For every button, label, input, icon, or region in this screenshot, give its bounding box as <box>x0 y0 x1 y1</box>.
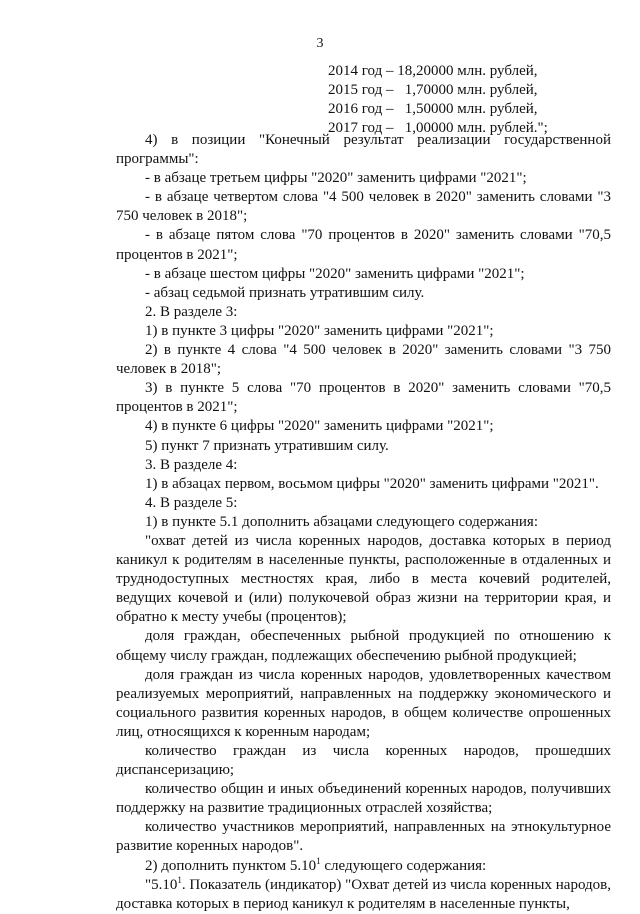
superscript-marker: 1 <box>316 855 321 866</box>
paragraph: - абзац седьмой признать утратившим силу. <box>145 284 425 301</box>
budget-line-2017: 2017 год – 1,00000 млн. рублей."; <box>328 120 548 136</box>
budget-line-2016: 2016 год – 1,50000 млн. рублей, <box>328 101 538 117</box>
page-number: 3 <box>316 36 324 51</box>
paragraph: количество участников мероприятий, направленных на этнокультурное развитие коренных народов". <box>116 819 611 855</box>
paragraph: доля граждан из числа коренных народов, удовлетворенных качеством реализуемых мероприятий, направленных на поддержку экономического и социального развития коренных народов, в общем количестве опрошенных лиц, относящихся к коренным народам; <box>116 666 611 740</box>
paragraph: 4) в позиции "Конечный результат реализации государственной программы": <box>116 132 611 168</box>
budget-amounts <box>328 62 548 138</box>
paragraph: 1) в пункте 5.1 дополнить абзацами следующего содержания: <box>145 513 538 530</box>
item-5-10-text-after: . Показатель (индикатор) "Охват детей из числа коренных народов, доставка которых в период каникул к родителям в населенные пункты, <box>116 876 611 912</box>
paragraph: - в абзаце пятом слова "70 процентов в 2020" заменить словами "70,5 процентов в 2021"; <box>116 227 611 263</box>
paragraph: доля граждан, обеспеченных рыбной продукцией по отношению к общему числу граждан, подлежащих обеспечению рыбной продукцией; <box>116 628 611 664</box>
paragraph: количество граждан из числа коренных народов, прошедших диспансеризацию; <box>116 743 611 779</box>
paragraph-item-5-10-text <box>116 876 611 914</box>
item-5-10-intro-after: следующего содержания: <box>320 857 487 874</box>
document-body <box>116 131 611 914</box>
paragraph-item-5-10-intro <box>116 857 611 876</box>
superscript-marker: 1 <box>177 874 182 885</box>
paragraph: 1) в абзацах первом, восьмом цифры "2020" заменить цифрами "2021". <box>145 475 599 492</box>
section-heading: 4. В разделе 5: <box>145 494 238 511</box>
paragraph: 1) в пункте 3 цифры "2020" заменить цифрами "2021"; <box>145 322 494 339</box>
paragraph: 4) в пункте 6 цифры "2020" заменить цифрами "2021"; <box>145 418 494 435</box>
paragraph: 2) в пункте 4 слова "4 500 человек в 2020" заменить словами "3 750 человек в 2018"; <box>116 342 611 378</box>
paragraph: - в абзаце третьем цифры "2020" заменить цифрами "2021"; <box>145 170 527 187</box>
budget-line-2015: 2015 год – 1,70000 млн. рублей, <box>328 82 538 98</box>
paragraph: - в абзаце шестом цифры "2020" заменить цифрами "2021"; <box>145 265 525 282</box>
paragraph: "охват детей из числа коренных народов, доставка которых в период каникул к родителям в населенные пункты, расположенные в отдаленных и труднодоступных местностях края, либо в места кочевий родителей, ведущих кочевой и (или) полукочевой образ жизни на территории края, и обратно к месту учебы (процентов); <box>116 532 611 626</box>
paragraph: 5) пункт 7 признать утратившим силу. <box>145 437 389 454</box>
paragraph: - в абзаце четвертом слова "4 500 человек в 2020" заменить словами "3 750 человек в 2018"; <box>116 189 611 225</box>
paragraph: 3) в пункте 5 слова "70 процентов в 2020" заменить словами "70,5 процентов в 2021"; <box>116 380 611 416</box>
item-5-10-intro-before: 2) дополнить пунктом 5.10 <box>145 857 317 874</box>
paragraph: количество общин и иных объединений коренных народов, получивших поддержку на развитие традиционных отраслей хозяйства; <box>116 781 611 817</box>
section-heading: 3. В разделе 4: <box>145 456 238 473</box>
section-heading: 2. В разделе 3: <box>145 303 238 320</box>
item-5-10-text-before: "5.10 <box>145 876 178 893</box>
budget-line-2014: 2014 год – 18,20000 млн. рублей, <box>328 63 538 79</box>
